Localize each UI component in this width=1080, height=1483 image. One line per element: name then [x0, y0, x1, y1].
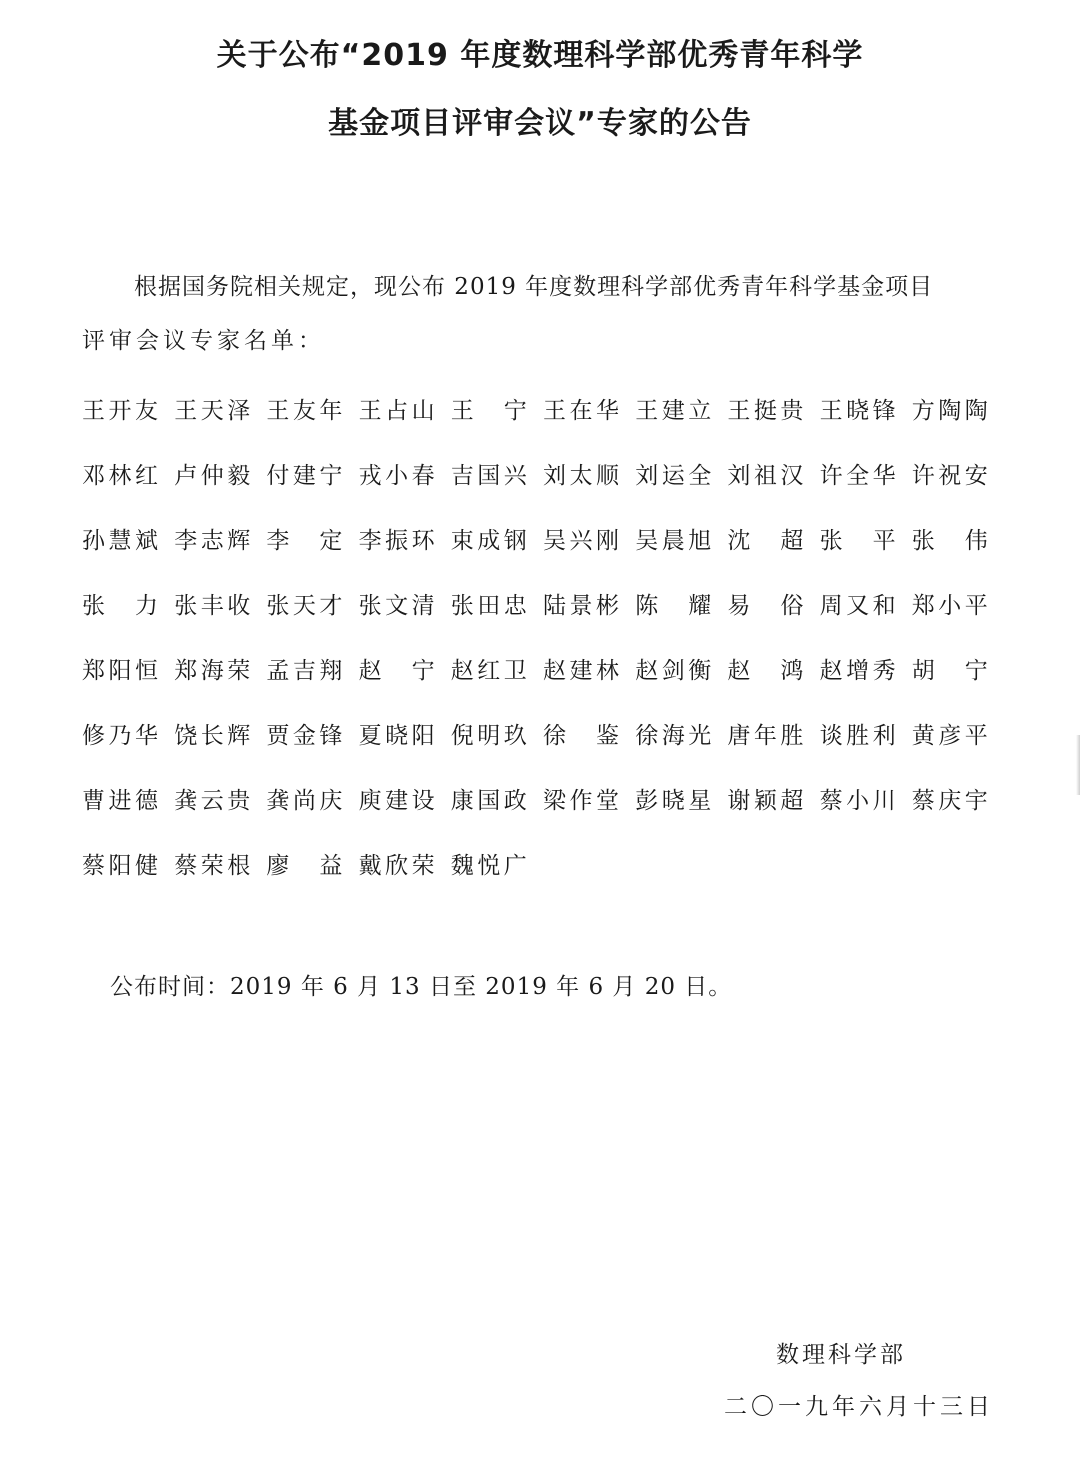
expert-name: 张 丰 收 [174, 593, 251, 619]
expert-name: 唐 年 胜 [727, 723, 804, 749]
expert-name: 龚 云 贵 [174, 788, 251, 814]
expert-name: 蔡 庆 宇 [911, 788, 988, 814]
name-row [82, 717, 1002, 782]
expert-name: 郑 海 荣 [174, 658, 251, 684]
expert-name: 戎 小 春 [358, 463, 435, 489]
name-row [82, 652, 1002, 717]
expert-name: 束 成 钢 [450, 528, 527, 554]
expert-name: 蔡 小 川 [819, 788, 896, 814]
name-row [82, 847, 1002, 912]
name-row [82, 457, 1002, 522]
intro-paragraph-line-2: 评审会议专家名单： [82, 328, 325, 354]
expert-name: 赵 增 秀 [819, 658, 896, 684]
expert-name: 胡 宁 [911, 658, 988, 684]
expert-name: 陆 景 彬 [543, 593, 619, 619]
name-row [82, 392, 1002, 457]
expert-name: 赵 鸿 [727, 658, 804, 684]
expert-name: 蔡 荣 根 [174, 853, 251, 879]
expert-name: 方 陶 陶 [911, 398, 988, 424]
expert-name: 张 文 清 [358, 593, 435, 619]
expert-name: 黄 彦 平 [911, 723, 988, 749]
expert-name: 赵 宁 [358, 658, 435, 684]
expert-name: 曹 进 德 [82, 788, 158, 814]
expert-name: 廖 益 [266, 853, 343, 879]
expert-name: 卢 仲 毅 [174, 463, 251, 489]
expert-name: 王 在 华 [543, 398, 619, 424]
expert-name: 许 全 华 [819, 463, 896, 489]
expert-name: 王 占 山 [358, 398, 435, 424]
expert-name: 夏 晓 阳 [358, 723, 435, 749]
expert-name: 康 国 政 [450, 788, 527, 814]
document-title-line-1: 关于公布“2019 年度数理科学部优秀青年科学 [216, 38, 864, 73]
expert-name: 谈 胜 利 [819, 723, 896, 749]
expert-name: 徐 鉴 [543, 723, 619, 749]
expert-name: 李 志 辉 [174, 528, 251, 554]
expert-name: 李 定 [266, 528, 343, 554]
expert-name: 倪 明 玖 [450, 723, 527, 749]
expert-name: 王 挺 贵 [727, 398, 804, 424]
expert-name: 张 田 忠 [450, 593, 527, 619]
publish-period: 公布时间：2019 年 6 月 13 日至 2019 年 6 月 20 日。 [110, 974, 733, 1000]
expert-name: 张 伟 [911, 528, 988, 554]
expert-name: 郑 阳 恒 [82, 658, 158, 684]
expert-name-list [82, 392, 1002, 912]
expert-name: 张 力 [82, 593, 158, 619]
intro-paragraph-line-1: 根据国务院相关规定，现公布 2019 年度数理科学部优秀青年科学基金项目 [134, 274, 934, 300]
expert-name: 易 俗 [727, 593, 804, 619]
expert-name: 刘 太 顺 [543, 463, 619, 489]
expert-name: 王 宁 [450, 398, 527, 424]
expert-name: 魏 悦 广 [450, 853, 527, 879]
expert-name: 赵 剑 衡 [635, 658, 712, 684]
expert-name: 梁 作 堂 [543, 788, 619, 814]
expert-name: 刘 运 全 [635, 463, 712, 489]
expert-name: 刘 祖 汉 [727, 463, 804, 489]
expert-name: 修 乃 华 [82, 723, 158, 749]
expert-name: 吴 晨 旭 [635, 528, 712, 554]
expert-name: 吉 国 兴 [450, 463, 527, 489]
expert-name: 沈 超 [727, 528, 804, 554]
expert-name: 饶 长 辉 [174, 723, 251, 749]
expert-name: 赵 建 林 [543, 658, 619, 684]
issue-date: 二〇一九年六月十三日 [724, 1394, 994, 1420]
expert-name: 孟 吉 翔 [266, 658, 343, 684]
expert-name: 王 友 年 [266, 398, 343, 424]
expert-name: 蔡 阳 健 [82, 853, 158, 879]
expert-name: 戴 欣 荣 [358, 853, 435, 879]
expert-name: 李 振 环 [358, 528, 435, 554]
document-title-line-2: 基金项目评审会议”专家的公告 [328, 106, 752, 141]
expert-name: 徐 海 光 [635, 723, 712, 749]
issuing-department: 数理科学部 [776, 1342, 906, 1368]
expert-name: 王 开 友 [82, 398, 158, 424]
expert-name: 赵 红 卫 [450, 658, 527, 684]
expert-name: 彭 晓 星 [635, 788, 712, 814]
expert-name: 周 又 和 [819, 593, 896, 619]
expert-name: 龚 尚 庆 [266, 788, 343, 814]
expert-name: 王 建 立 [635, 398, 712, 424]
expert-name: 谢 颖 超 [727, 788, 804, 814]
expert-name: 吴 兴 刚 [543, 528, 619, 554]
scan-edge-shadow [1076, 735, 1080, 795]
name-row [82, 587, 1002, 652]
name-row [82, 782, 1002, 847]
expert-name: 张 天 才 [266, 593, 343, 619]
expert-name: 郑 小 平 [911, 593, 988, 619]
expert-name: 王 晓 锋 [819, 398, 896, 424]
expert-name: 庾 建 设 [358, 788, 435, 814]
expert-name: 付 建 宁 [266, 463, 343, 489]
expert-name: 陈 耀 [635, 593, 712, 619]
expert-name: 王 天 泽 [174, 398, 251, 424]
expert-name: 张 平 [819, 528, 896, 554]
expert-name: 孙 慧 斌 [82, 528, 158, 554]
expert-name: 邓 林 红 [82, 463, 158, 489]
expert-name: 贾 金 锋 [266, 723, 343, 749]
expert-name: 许 祝 安 [911, 463, 988, 489]
name-row [82, 522, 1002, 587]
